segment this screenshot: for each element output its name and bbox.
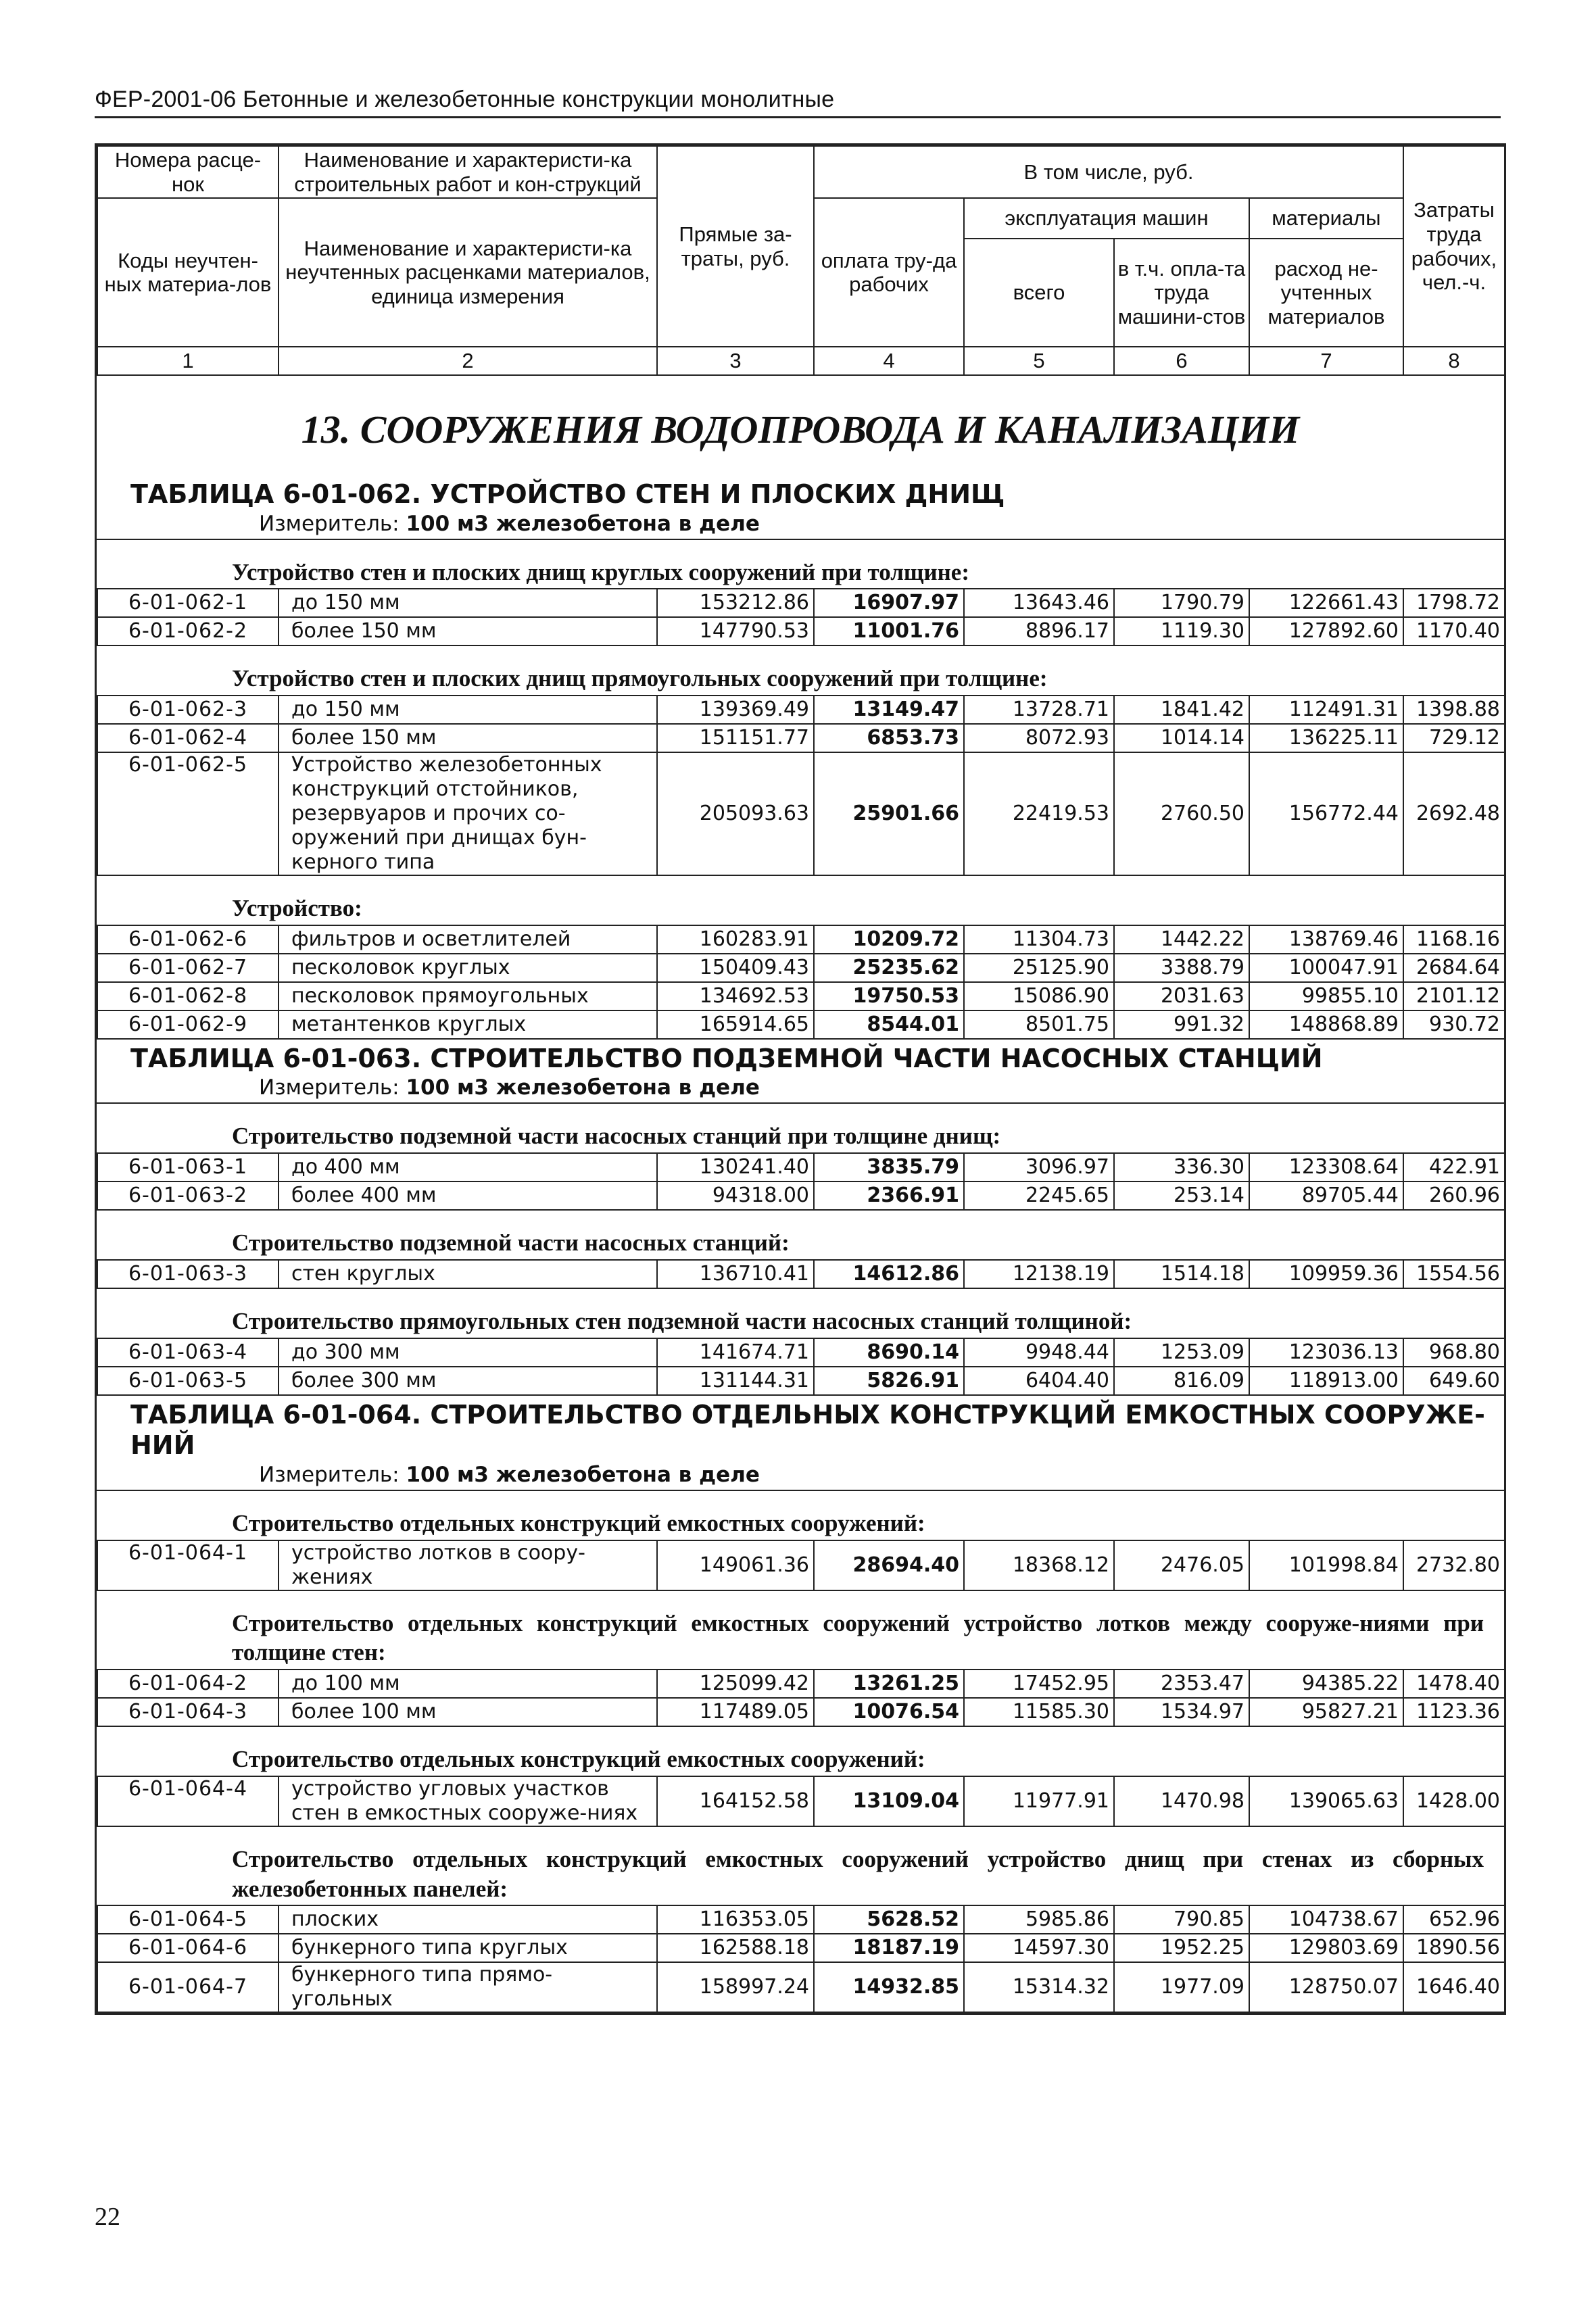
table-row: [97, 925, 1505, 954]
wages: 11001.76: [814, 617, 964, 645]
rate-table: [97, 1776, 1505, 1827]
rate-table: [97, 1669, 1505, 1727]
direct-costs: 165914.65: [657, 1010, 814, 1039]
price-table: [95, 143, 1506, 2015]
materials-cost: 139065.63: [1249, 1776, 1403, 1826]
machines-total: 13643.46: [964, 589, 1114, 617]
header-including: В том числе, руб.: [814, 146, 1403, 198]
machinist-wages: 1253.09: [1114, 1338, 1249, 1367]
table-row: [97, 1670, 1505, 1698]
work-name: до 100 мм: [279, 1670, 657, 1698]
machinist-wages: 1977.09: [1114, 1962, 1249, 2012]
machines-total: 8501.75: [964, 1010, 1114, 1039]
wages: 13109.04: [814, 1776, 964, 1826]
labour-hours: 729.12: [1403, 724, 1505, 752]
labour-hours: 2732.80: [1403, 1540, 1505, 1590]
labour-hours: 1428.00: [1403, 1776, 1505, 1826]
labour-hours: 649.60: [1403, 1367, 1505, 1395]
rate-table: [97, 1338, 1505, 1396]
group-heading: Строительство подземной части насосных станций:: [232, 1229, 790, 1257]
labour-hours: 1646.40: [1403, 1962, 1505, 2012]
machinist-wages: 2476.05: [1114, 1540, 1249, 1590]
table-measure: [97, 510, 1504, 540]
work-name: до 300 мм: [279, 1338, 657, 1367]
rate-code: 6-01-063-5: [97, 1367, 279, 1395]
tables-body: [97, 475, 1504, 2013]
materials-cost: 89705.44: [1249, 1181, 1403, 1210]
wages: 10076.54: [814, 1698, 964, 1726]
machinist-wages: 790.85: [1114, 1905, 1249, 1934]
header-name: Наименование и характеристи-ка строительных работ и кон-струкций: [279, 146, 657, 198]
table-row: [97, 982, 1505, 1010]
machinist-wages: 1442.22: [1114, 925, 1249, 954]
table-row: [97, 1698, 1505, 1726]
labour-hours: 2101.12: [1403, 982, 1505, 1010]
machinist-wages: 1470.98: [1114, 1776, 1249, 1826]
rate-code: 6-01-062-4: [97, 724, 279, 752]
wages: 28694.40: [814, 1540, 964, 1590]
machinist-wages: 1790.79: [1114, 589, 1249, 617]
group-heading: Строительство отдельных конструкций емкостных сооружений:: [232, 1746, 925, 1773]
materials-cost: 127892.60: [1249, 617, 1403, 645]
rate-code: 6-01-062-5: [97, 752, 279, 875]
materials-cost: 128750.07: [1249, 1962, 1403, 2012]
group-heading: Устройство:: [232, 895, 362, 922]
table-row: [97, 1540, 1505, 1590]
measure-label: Измеритель:: [259, 511, 406, 536]
rate-code: 6-01-064-3: [97, 1698, 279, 1726]
header-wages: оплата тру-да рабочих: [814, 198, 964, 347]
rate-code: 6-01-062-2: [97, 617, 279, 645]
wages: 14932.85: [814, 1962, 964, 2012]
col-number: 2: [279, 347, 657, 375]
rate-table: [97, 925, 1505, 1040]
wages: 2366.91: [814, 1181, 964, 1210]
table-title: ТАБЛИЦА 6-01-064. СТРОИТЕЛЬСТВО ОТДЕЛЬНЫХ КОНСТРУКЦИЙ ЕМКОСТНЫХ СООРУЖЕ-НИЙ: [130, 1399, 1485, 1461]
wages: 3835.79: [814, 1153, 964, 1181]
wages: 13149.47: [814, 696, 964, 724]
direct-costs: 205093.63: [657, 752, 814, 875]
materials-cost: 129803.69: [1249, 1934, 1403, 1962]
direct-costs: 131144.31: [657, 1367, 814, 1395]
labour-hours: 2692.48: [1403, 752, 1505, 875]
group-heading: Устройство стен и плоских днищ прямоугольных сооружений при толщине:: [232, 665, 1048, 692]
wages: 25901.66: [814, 752, 964, 875]
work-name: песколовок круглых: [279, 954, 657, 982]
measure-label: Измеритель:: [259, 1462, 406, 1487]
materials-cost: 112491.31: [1249, 696, 1403, 724]
materials-cost: 104738.67: [1249, 1905, 1403, 1934]
table-measure: [97, 1074, 1504, 1104]
labour-hours: 1123.36: [1403, 1698, 1505, 1726]
direct-costs: 147790.53: [657, 617, 814, 645]
rate-code: 6-01-062-3: [97, 696, 279, 724]
machines-total: 8072.93: [964, 724, 1114, 752]
work-name: устройство лотков в соору-жениях: [279, 1540, 657, 1590]
table-title: ТАБЛИЦА 6-01-063. СТРОИТЕЛЬСТВО ПОДЗЕМНОЙ ЧАСТИ НАСОСНЫХ СТАНЦИЙ: [130, 1043, 1323, 1073]
wages: 25235.62: [814, 954, 964, 982]
table-row: [97, 589, 1505, 617]
header-machines: эксплуатация машин: [964, 198, 1249, 239]
wages: 6853.73: [814, 724, 964, 752]
direct-costs: 158997.24: [657, 1962, 814, 2012]
labour-hours: 1554.56: [1403, 1260, 1505, 1288]
machinist-wages: 2031.63: [1114, 982, 1249, 1010]
machinist-wages: 1014.14: [1114, 724, 1249, 752]
table-row: [97, 1181, 1505, 1210]
direct-costs: 125099.42: [657, 1670, 814, 1698]
table-measure: [97, 1461, 1504, 1491]
materials-cost: 148868.89: [1249, 1010, 1403, 1039]
table-row: [97, 954, 1505, 982]
table-row: [97, 1905, 1505, 1934]
group-heading: Строительство отдельных конструкций емкостных сооружений:: [232, 1509, 925, 1536]
direct-costs: 153212.86: [657, 589, 814, 617]
machines-total: 5985.86: [964, 1905, 1114, 1934]
materials-cost: 136225.11: [1249, 724, 1403, 752]
col-number: 5: [964, 347, 1114, 375]
work-name: более 400 мм: [279, 1181, 657, 1210]
wages: 10209.72: [814, 925, 964, 954]
rate-code: 6-01-063-2: [97, 1181, 279, 1210]
labour-hours: 1168.16: [1403, 925, 1505, 954]
direct-costs: 134692.53: [657, 982, 814, 1010]
labour-hours: 260.96: [1403, 1181, 1505, 1210]
rate-code: 6-01-062-6: [97, 925, 279, 954]
machinist-wages: 2353.47: [1114, 1670, 1249, 1698]
rate-code: 6-01-063-3: [97, 1260, 279, 1288]
labour-hours: 1890.56: [1403, 1934, 1505, 1962]
machines-total: 22419.53: [964, 752, 1114, 875]
machines-total: 18368.12: [964, 1540, 1114, 1590]
work-name: до 150 мм: [279, 696, 657, 724]
table-row: [97, 1962, 1505, 2012]
table-row: [97, 1338, 1505, 1367]
materials-cost: 138769.46: [1249, 925, 1403, 954]
direct-costs: 117489.05: [657, 1698, 814, 1726]
materials-cost: 100047.91: [1249, 954, 1403, 982]
wages: 14612.86: [814, 1260, 964, 1288]
work-name: более 150 мм: [279, 617, 657, 645]
measure-value: 100 м3 железобетона в деле: [406, 1462, 760, 1487]
work-name: до 150 мм: [279, 589, 657, 617]
wages: 8544.01: [814, 1010, 964, 1039]
work-name: бункерного типа прямо-угольных: [279, 1962, 657, 2012]
rate-code: 6-01-064-5: [97, 1905, 279, 1934]
labour-hours: 2684.64: [1403, 954, 1505, 982]
machines-total: 15086.90: [964, 982, 1114, 1010]
direct-costs: 160283.91: [657, 925, 814, 954]
materials-cost: 122661.43: [1249, 589, 1403, 617]
direct-costs: 164152.58: [657, 1776, 814, 1826]
materials-cost: 109959.36: [1249, 1260, 1403, 1288]
work-name: песколовок прямоугольных: [279, 982, 657, 1010]
machinist-wages: 1841.42: [1114, 696, 1249, 724]
col-number: 6: [1114, 347, 1249, 375]
labour-hours: 1398.88: [1403, 696, 1505, 724]
table-row: [97, 752, 1505, 875]
header-rule: [95, 116, 1501, 118]
rate-table: [97, 1259, 1505, 1289]
col-number: 7: [1249, 347, 1403, 375]
column-header: [97, 145, 1505, 376]
machines-total: 9948.44: [964, 1338, 1114, 1367]
measure-value: 100 м3 железобетона в деле: [406, 1075, 760, 1100]
labour-hours: 930.72: [1403, 1010, 1505, 1039]
work-name: фильтров и осветлителей: [279, 925, 657, 954]
table-row: [97, 724, 1505, 752]
machines-total: 2245.65: [964, 1181, 1114, 1210]
materials-cost: 123308.64: [1249, 1153, 1403, 1181]
col-number: 3: [657, 347, 814, 375]
direct-costs: 149061.36: [657, 1540, 814, 1590]
page-number: 22: [95, 2203, 120, 2231]
running-header: ФЕР-2001-06 Бетонные и железобетонные конструкции монолитные: [95, 87, 835, 112]
table-row: [97, 1934, 1505, 1962]
labour-hours: 652.96: [1403, 1905, 1505, 1934]
work-name: до 400 мм: [279, 1153, 657, 1181]
table-row: [97, 1153, 1505, 1181]
machines-total: 3096.97: [964, 1153, 1114, 1181]
measure-value: 100 м3 железобетона в деле: [406, 511, 760, 536]
rate-code: 6-01-063-4: [97, 1338, 279, 1367]
direct-costs: 130241.40: [657, 1153, 814, 1181]
work-name: устройство угловых участков стен в емкостных сооруже-ниях: [279, 1776, 657, 1826]
col-number: 4: [814, 347, 964, 375]
wages: 18187.19: [814, 1934, 964, 1962]
work-name: плоских: [279, 1905, 657, 1934]
direct-costs: 150409.43: [657, 954, 814, 982]
group-heading: Строительство отдельных конструкций емкостных сооружений устройство днищ при стенах из сборных железобетонных панелей:: [232, 1845, 1484, 1902]
header-code: Номера расце-нок: [97, 146, 279, 198]
labour-hours: 1478.40: [1403, 1670, 1505, 1698]
table-row: [97, 1367, 1505, 1395]
measure-label: Измеритель:: [259, 1075, 406, 1100]
group-heading: Устройство стен и плоских днищ круглых сооружений при толщине:: [232, 558, 969, 585]
machines-total: 11585.30: [964, 1698, 1114, 1726]
work-name: метантенков круглых: [279, 1010, 657, 1039]
labour-hours: 1170.40: [1403, 617, 1505, 645]
machinist-wages: 3388.79: [1114, 954, 1249, 982]
group-heading: Строительство подземной части насосных станций при толщине днищ:: [232, 1123, 1001, 1150]
table-title: ТАБЛИЦА 6-01-062. УСТРОЙСТВО СТЕН И ПЛОСКИХ ДНИЩ: [130, 479, 1005, 509]
materials-cost: 95827.21: [1249, 1698, 1403, 1726]
direct-costs: 136710.41: [657, 1260, 814, 1288]
rate-code: 6-01-064-6: [97, 1934, 279, 1962]
machines-total: 13728.71: [964, 696, 1114, 724]
table-row: [97, 1776, 1505, 1826]
labour-hours: 968.80: [1403, 1338, 1505, 1367]
rate-code: 6-01-062-7: [97, 954, 279, 982]
table-row: [97, 1010, 1505, 1039]
direct-costs: 141674.71: [657, 1338, 814, 1367]
header-machines-total: всего: [964, 239, 1114, 347]
materials-cost: 99855.10: [1249, 982, 1403, 1010]
machines-total: 25125.90: [964, 954, 1114, 982]
machines-total: 11304.73: [964, 925, 1114, 954]
rate-table: [97, 1540, 1505, 1591]
machinist-wages: 336.30: [1114, 1153, 1249, 1181]
work-name: более 300 мм: [279, 1367, 657, 1395]
machinist-wages: 1119.30: [1114, 617, 1249, 645]
header-material-code: Коды неучтен-ных материа-лов: [97, 198, 279, 347]
work-name: более 150 мм: [279, 724, 657, 752]
group-heading: Строительство отдельных конструкций емкостных сооружений устройство лотков между сооруже-ниями при толщине стен:: [232, 1609, 1484, 1666]
work-name: Устройство железобетонных конструкций отстойников, резервуаров и прочих со-оружений при днищах бун-керного типа: [279, 752, 657, 875]
direct-costs: 139369.49: [657, 696, 814, 724]
machines-total: 11977.91: [964, 1776, 1114, 1826]
wages: 5628.52: [814, 1905, 964, 1934]
group-heading: Строительство прямоугольных стен подземной части насосных станций толщиной:: [232, 1307, 1132, 1334]
machinist-wages: 253.14: [1114, 1181, 1249, 1210]
header-machinist-wages: в т.ч. опла-та труда машини-стов: [1114, 239, 1249, 347]
machines-total: 8896.17: [964, 617, 1114, 645]
table-row: [97, 617, 1505, 645]
work-name: бункерного типа круглых: [279, 1934, 657, 1962]
rate-code: 6-01-064-2: [97, 1670, 279, 1698]
wages: 8690.14: [814, 1338, 964, 1367]
materials-cost: 101998.84: [1249, 1540, 1403, 1590]
rate-code: 6-01-062-8: [97, 982, 279, 1010]
header-direct-costs: Прямые за-траты, руб.: [657, 146, 814, 347]
rate-code: 6-01-062-9: [97, 1010, 279, 1039]
machines-total: 14597.30: [964, 1934, 1114, 1962]
machinist-wages: 1952.25: [1114, 1934, 1249, 1962]
rate-code: 6-01-064-4: [97, 1776, 279, 1826]
rate-table: [97, 695, 1505, 876]
machines-total: 17452.95: [964, 1670, 1114, 1698]
work-name: более 100 мм: [279, 1698, 657, 1726]
direct-costs: 162588.18: [657, 1934, 814, 1962]
labour-hours: 1798.72: [1403, 589, 1505, 617]
header-materials: материалы: [1249, 198, 1403, 239]
machinist-wages: 2760.50: [1114, 752, 1249, 875]
work-name: стен круглых: [279, 1260, 657, 1288]
rate-code: 6-01-063-1: [97, 1153, 279, 1181]
rate-code: 6-01-064-1: [97, 1540, 279, 1590]
table-row: [97, 696, 1505, 724]
materials-cost: 94385.22: [1249, 1670, 1403, 1698]
header-labour: Затраты труда рабочих, чел.-ч.: [1403, 146, 1505, 347]
chapter-title: 13. СООРУЖЕНИЯ ВОДОПРОВОДА И КАНАЛИЗАЦИИ: [301, 407, 1300, 452]
materials-cost: 118913.00: [1249, 1367, 1403, 1395]
materials-cost: 156772.44: [1249, 752, 1403, 875]
wages: 13261.25: [814, 1670, 964, 1698]
col-number: 8: [1403, 347, 1505, 375]
direct-costs: 151151.77: [657, 724, 814, 752]
machinist-wages: 1514.18: [1114, 1260, 1249, 1288]
header-material-name: Наименование и характеристи-ка неучтенных расценками материалов, единица измерения: [279, 198, 657, 347]
machines-total: 12138.19: [964, 1260, 1114, 1288]
rate-table: [97, 1152, 1505, 1211]
machinist-wages: 1534.97: [1114, 1698, 1249, 1726]
rate-code: 6-01-062-1: [97, 589, 279, 617]
wages: 19750.53: [814, 982, 964, 1010]
machinist-wages: 991.32: [1114, 1010, 1249, 1039]
table-row: [97, 1260, 1505, 1288]
machinist-wages: 816.09: [1114, 1367, 1249, 1395]
header-materials-usage: расход не-учтенных материалов: [1249, 239, 1403, 347]
machines-total: 6404.40: [964, 1367, 1114, 1395]
rate-table: [97, 588, 1505, 646]
wages: 5826.91: [814, 1367, 964, 1395]
wages: 16907.97: [814, 589, 964, 617]
machines-total: 15314.32: [964, 1962, 1114, 2012]
col-number: 1: [97, 347, 279, 375]
direct-costs: 116353.05: [657, 1905, 814, 1934]
labour-hours: 422.91: [1403, 1153, 1505, 1181]
direct-costs: 94318.00: [657, 1181, 814, 1210]
materials-cost: 123036.13: [1249, 1338, 1403, 1367]
rate-code: 6-01-064-7: [97, 1962, 279, 2012]
rate-table: [97, 1905, 1505, 2013]
